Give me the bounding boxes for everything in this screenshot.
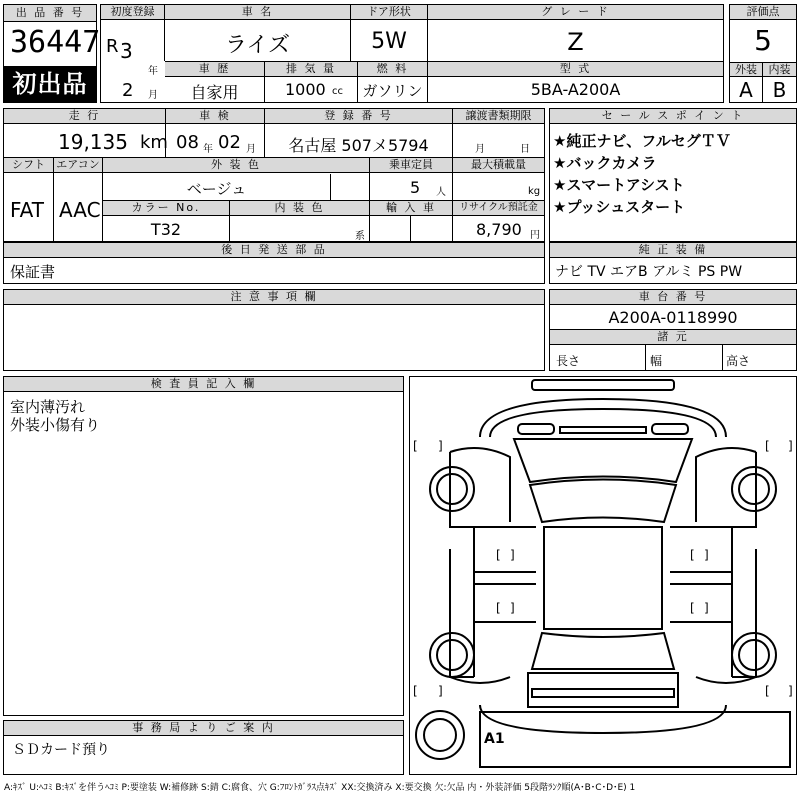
import-header: 輸 入 車 [370,201,452,216]
svg-text:[: [ [413,439,418,453]
deadline-month-unit: 月 [475,144,485,155]
first-registration-header: 初度登録 [101,5,164,20]
spec-width: 幅 [650,354,663,368]
office-notice: ＳＤカード預り [12,742,110,758]
shift: FAT [10,198,45,222]
exterior-color-header: 外 装 色 [103,158,369,173]
recycle-fee-unit: 円 [530,230,540,241]
sales-point-3: ★スマートアシスト [553,176,685,194]
svg-text:]: ] [788,684,793,698]
model-type: 5BA-A200A [530,80,621,99]
lot-number: 36447 [10,25,101,60]
aircon-header: エアコン [54,158,102,173]
exterior-eval-header: 外装 [730,62,762,77]
svg-text:]: ] [438,684,443,698]
color-no: T32 [150,220,182,239]
inspection-year: 08 [176,132,199,153]
registration-number-header: 登 録 番 号 [265,109,452,124]
model-type-header: 型 式 [428,62,723,77]
mileage-unit: km [140,132,168,153]
car-name-header: 車 名 [165,5,350,20]
displacement-header: 排 気 量 [265,62,357,77]
inspection-year-unit: 年 [203,144,213,155]
exterior-eval: A [739,78,753,102]
inspector-header: 検 査 員 記 入 欄 [4,377,403,392]
shift-header: シフト [4,158,53,173]
spec-height: 高さ [726,354,751,368]
svg-text:[: [ [765,684,770,698]
sales-points-header: セ ー ル ス ポ イ ン ト [550,109,796,124]
svg-text:[: [ [413,684,418,698]
max-load-unit: kg [528,186,541,197]
notes-header: 注 意 事 項 欄 [4,290,544,305]
svg-text:]: ] [704,548,709,562]
registration-month: 2 [122,80,134,101]
score: 5 [754,24,772,57]
capacity-header: 乗車定員 [370,158,452,173]
lot-number-header: 出 品 番 号 [4,5,96,22]
interior-eval: B [772,78,787,102]
car-name: ライズ [224,33,291,58]
vehicle-history-header: 車 歴 [165,62,264,77]
svg-text:[: [ [496,601,501,615]
exterior-color: ベージュ [186,180,247,198]
standard-equipment: ナビ TV エアB アルミ PS PW [555,264,743,280]
diagram-damage-mark: A1 [484,731,505,747]
svg-text:]: ] [704,601,709,615]
inspection-header: 車 検 [166,109,264,124]
svg-text:[: [ [496,548,501,562]
chassis-number: A200A-0118990 [608,308,738,327]
svg-text:]: ] [438,439,443,453]
recycle-fee: 8,790 [476,220,522,239]
interior-eval-header: 内装 [763,62,796,77]
capacity-unit: 人 [436,187,446,198]
color-no-header: カラー No. [103,201,229,216]
mileage-header: 走 行 [4,109,165,124]
deadline-day-unit: 日 [520,144,530,155]
sales-point-2: ★バックカメラ [553,154,657,172]
first-listing-label: 初出品 [12,70,88,98]
aircon: AAC [59,198,101,222]
parts-later: 保証書 [10,263,56,281]
deadline-header: 譲渡書類期限 [453,109,544,124]
office-header: 事 務 局 よ り ご 案 内 [4,721,403,736]
legend: A:ｷｽﾞ U:ﾍｺﾐ B:ｷｽﾞを伴うﾍｺﾐ P:要塗装 W:補修跡 S:錆 C:腐食、穴 G:ﾌﾛﾝﾄｶﾞﾗｽ点ｷｽﾞ XX:交換済み X:要交換 欠:欠品 内・外装評価 5段階ﾗﾝｸ順(A･B･C･D･E) 1 [4,783,636,793]
era-letter: R [106,36,119,57]
mileage: 19,135 [58,130,128,154]
interior-color-suffix: 系 [355,231,365,242]
displacement: 1000 [285,80,326,99]
capacity: 5 [410,178,421,197]
sales-point-1: ★純正ナビ、フルセグＴＶ [553,132,731,150]
svg-text:]: ] [510,601,515,615]
grade-header: グ レ ー ド [428,5,723,20]
svg-text:]: ] [510,548,515,562]
displacement-unit: cc [332,86,343,97]
fuel: ガソリン [362,82,423,100]
sales-point-4: ★プッシュスタート [553,198,686,216]
month-unit: 月 [148,90,158,101]
inspection-month-unit: 月 [246,144,256,155]
equipment-header: 純 正 装 備 [550,243,796,258]
first-listing-badge [4,66,96,102]
parts-later-header: 後 日 発 送 部 品 [4,243,544,258]
interior-color-header: 内 装 色 [230,201,369,216]
svg-text:[: [ [690,601,695,615]
year-unit: 年 [148,66,158,77]
door-type-header: ドア形状 [351,5,427,20]
grade: Z [567,28,584,56]
car-diagram [410,377,796,774]
door-type: 5W [371,29,407,54]
svg-text:[: [ [690,548,695,562]
inspector-line-1: 室内薄汚れ [10,398,86,416]
score-header: 評価点 [730,5,796,20]
registration-year: 3 [120,39,133,63]
inspection-month: 02 [218,132,241,153]
chassis-header: 車 台 番 号 [550,290,796,305]
inspector-line-2: 外装小傷有り [10,416,101,434]
fuel-header: 燃 料 [358,62,427,77]
vehicle-history: 自家用 [190,83,239,102]
svg-text:]: ] [788,439,793,453]
registration-number: 名古屋 507メ5794 [288,136,429,155]
max-load-header: 最大積載量 [453,158,544,173]
svg-text:[: [ [765,439,770,453]
specs-header: 諸 元 [550,330,796,345]
recycle-fee-header: リサイクル預託金 [453,201,544,216]
spec-length: 長さ [556,354,581,368]
